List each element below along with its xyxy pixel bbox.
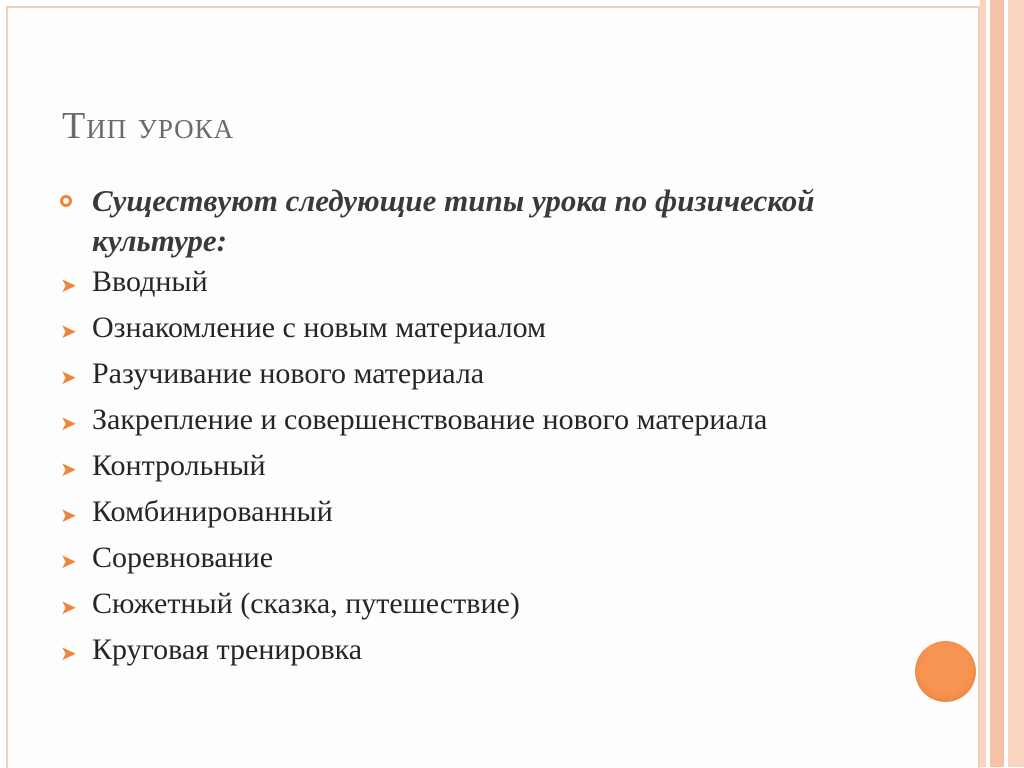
list-item-label: Круговая тренировка: [92, 633, 363, 666]
arrow-bullet-icon: ➤: [60, 367, 77, 389]
list-item: [60, 585, 840, 623]
decor-stripe: [1008, 0, 1024, 767]
arrow-bullet-icon: ➤: [60, 643, 77, 665]
list-item-label: Сюжетный (сказка, путешествие): [92, 587, 520, 620]
arrow-bullet-icon: ➤: [60, 275, 77, 297]
intro-paragraph: [60, 181, 860, 261]
list-item-label: Вводный: [92, 265, 208, 298]
list-item-label: Ознакомление с новым материалом: [92, 311, 546, 344]
list-item-label: Разучивание нового материала: [92, 357, 485, 390]
list-item: [60, 493, 840, 531]
orange-circle-decoration: [915, 641, 976, 702]
lesson-type-list: [60, 263, 840, 677]
arrow-bullet-icon: ➤: [60, 597, 77, 619]
arrow-bullet-icon: ➤: [60, 413, 77, 435]
list-item: [60, 401, 840, 439]
list-item: [60, 539, 840, 577]
circle-bullet-icon: [60, 195, 72, 207]
list-item-label: Контрольный: [92, 449, 266, 482]
list-item-label: Комбинированный: [92, 495, 333, 528]
arrow-bullet-icon: ➤: [60, 459, 77, 481]
arrow-bullet-icon: ➤: [60, 505, 77, 527]
list-item: [60, 263, 840, 301]
list-item: [60, 309, 840, 347]
list-item: [60, 447, 840, 485]
intro-text: Существуют следующие типы урока по физической культуре:: [92, 183, 815, 258]
list-item-label: Соревнование: [92, 541, 274, 574]
list-item: [60, 355, 840, 393]
list-item-label: Закрепление и совершенствование нового материала: [92, 403, 768, 436]
arrow-bullet-icon: ➤: [60, 551, 77, 573]
slide-title: Тип урока: [62, 105, 235, 147]
list-item: [60, 631, 840, 669]
arrow-bullet-icon: ➤: [60, 321, 77, 343]
decor-stripe: [990, 0, 1004, 767]
